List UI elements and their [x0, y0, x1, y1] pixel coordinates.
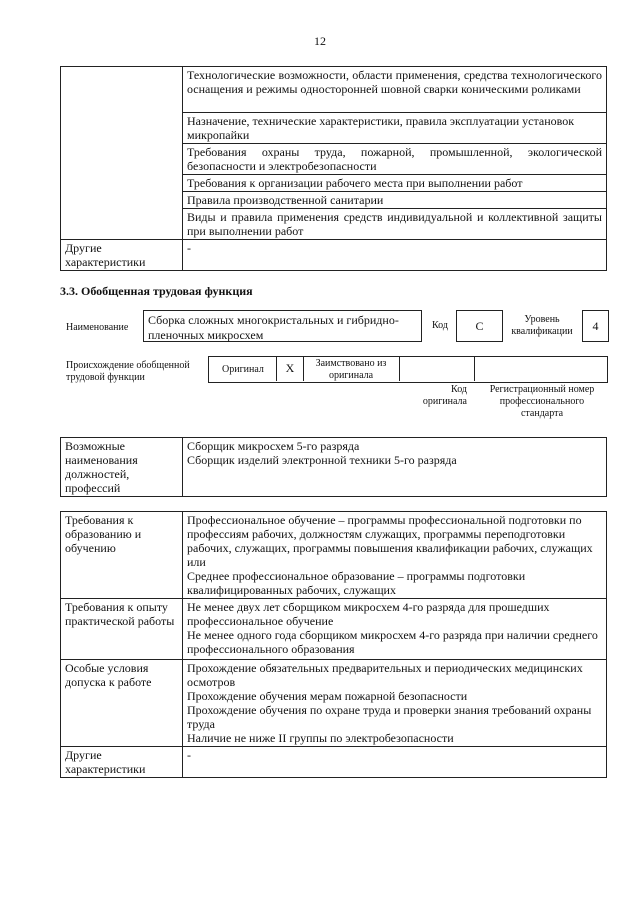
table-cell	[183, 512, 607, 599]
table-cell	[183, 438, 607, 497]
page-number: 12	[314, 34, 326, 48]
table-cell: Технологические возможности, области применения, средства технологического оснащения и режимы односторонней шовной сварки коническими роликами	[183, 67, 607, 113]
level-value: 4	[582, 310, 609, 342]
requirement-text: Среднее профессиональное образование – программы подготовки квалифицированных рабочих, служащих	[187, 569, 526, 597]
table-cell: Правила производственной санитарии	[183, 192, 607, 209]
table-cell	[183, 660, 607, 747]
original-label: Оригинал	[222, 364, 264, 375]
requirement-text: Прохождение обязательных предварительных и периодических медицинских осмотров	[187, 661, 583, 689]
code-original-cell	[399, 356, 475, 381]
table-cell-label: Требования к опыту практической работы	[61, 599, 183, 660]
section-title: 3.3. Обобщенная трудовая функция	[60, 284, 253, 298]
table-cell-label: Требования к образованию и обучению	[61, 512, 183, 599]
table-cell: Требования к организации рабочего места при выполнении работ	[183, 175, 607, 192]
requirement-text: Прохождение обучения мерам пожарной безопасности	[187, 689, 468, 703]
code-value: C	[456, 310, 503, 342]
table-cell: Назначение, технические характеристики, правила эксплуатации установок микропайки	[183, 113, 607, 144]
requirement-text: Профессиональное обучение – программы профессиональной подготовки по профессиям рабочих, должностям служащих, программы переподготовки рабочих, служащих, программы повышения квалификации рабочих, служащих	[187, 513, 593, 555]
positions-table	[60, 437, 607, 497]
reg-number-caption: Регистрационный номер профессионального стандарта	[489, 384, 595, 419]
position-item: Сборщик изделий электронной техники 5-го разряда	[187, 453, 457, 467]
requirement-text: Не менее одного года сборщиком микросхем 4-го разряда при наличии среднего профессионального образования	[187, 628, 598, 656]
requirement-text: Прохождение обучения по охране труда и проверки знания требований охраны труда	[187, 703, 592, 731]
name-value: Сборка сложных многокристальных и гибридно-пленочных микросхем	[143, 310, 422, 342]
table-cell-label: Другие характеристики	[61, 747, 183, 778]
table-cell-label: Другие характеристики	[61, 240, 183, 271]
origin-label: Происхождение обобщенной трудовой функции	[66, 360, 190, 383]
table-cell: -	[183, 240, 607, 271]
table-cell: -	[183, 747, 607, 778]
position-item: Сборщик микросхем 5-го разряда	[187, 439, 360, 453]
code-label: Код	[432, 320, 448, 331]
table-cell-empty	[61, 67, 183, 240]
knowledge-table	[60, 66, 607, 271]
requirement-text: или	[187, 555, 206, 569]
requirement-text: Наличие не ниже II группы по электробезопасности	[187, 731, 454, 745]
level-label: Уровень квалификации	[511, 314, 573, 337]
code-original-caption: Код оригинала	[422, 384, 467, 407]
table-cell: Требования охраны труда, пожарной, промышленной, экологической безопасности и электробезопасности	[183, 144, 607, 175]
table-cell-label: Возможные наименования должностей, профессий	[61, 438, 183, 497]
table-cell	[183, 599, 607, 660]
table-cell-label: Особые условия допуска к работе	[61, 660, 183, 747]
requirement-text: Не менее двух лет сборщиком микросхем 4-го разряда для прошедших профессиональное обучение	[187, 600, 550, 628]
borrowed-label: Заимствовано из оригинала	[315, 358, 387, 381]
name-label: Наименование	[66, 322, 129, 333]
table-cell: Виды и правила применения средств индивидуальной и коллективной защиты при выполнении работ	[183, 209, 607, 240]
original-mark: X	[276, 356, 304, 381]
requirements-table	[60, 511, 607, 778]
